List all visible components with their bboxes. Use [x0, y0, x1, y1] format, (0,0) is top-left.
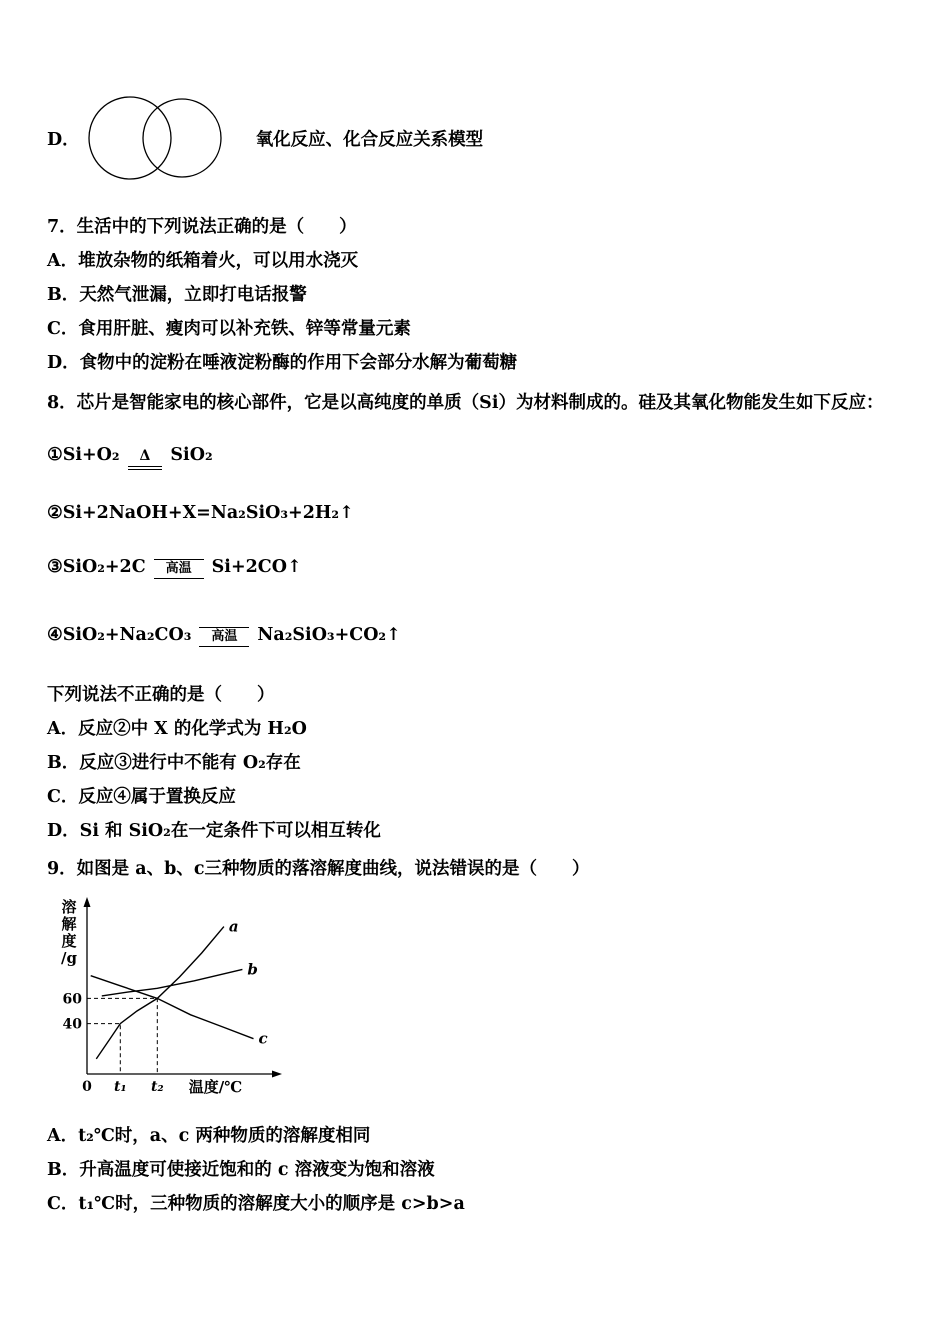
- question-7-option-c: C．食用肝脏、瘦肉可以补充铁、锌等常量元素: [47, 319, 411, 339]
- equation-4: [47, 620, 902, 650]
- question-7-stem: 7．生活中的下列说法正确的是（ ）: [47, 217, 357, 237]
- equation-4-right: Na₂SiO₃+CO₂↑: [257, 625, 401, 645]
- solubility-chart-wrap: [49, 894, 902, 1105]
- svg-text:t₂: t₂: [150, 1079, 164, 1095]
- venn-diagram: [86, 93, 246, 183]
- venn-left-circle: [89, 97, 171, 179]
- svg-text:40: 40: [62, 1016, 82, 1033]
- equation-4-condition: [199, 627, 249, 647]
- equation-3-condition: [154, 559, 204, 579]
- svg-text:60: 60: [62, 991, 82, 1008]
- equation-3-left: ③SiO₂+2C: [47, 557, 146, 577]
- question-9-option-a: A．t₂℃时，a、c 两种物质的溶解度相同: [47, 1126, 371, 1146]
- svg-text:解: 解: [61, 915, 77, 933]
- question-8-option-b: B．反应③进行中不能有 O₂存在: [47, 753, 301, 773]
- svg-text:b: b: [247, 960, 258, 979]
- question-8: [47, 386, 902, 848]
- option-d-label: D．: [47, 129, 80, 150]
- question-9-option-b: B．升高温度可使接近饱和的 c 溶液变为饱和溶液: [47, 1160, 435, 1180]
- option-d-venn-row: [47, 92, 902, 184]
- svg-text:温度/℃: 温度/℃: [188, 1078, 243, 1096]
- equation-2: ②Si+2NaOH+X=Na₂SiO₃+2H₂↑: [47, 503, 354, 523]
- svg-text:度: 度: [61, 932, 77, 950]
- equation-1-left: ①Si+O₂: [47, 445, 120, 465]
- equation-3: [47, 552, 902, 582]
- question-9-stem: 9．如图是 a、b、c三种物质的落溶解度曲线，说法错误的是（ ）: [47, 859, 590, 879]
- question-7-option-b: B．天然气泄漏，立即打电话报警: [47, 285, 307, 305]
- equation-1-right: SiO₂: [170, 445, 213, 465]
- equation-4-left: ④SiO₂+Na₂CO₃: [47, 625, 192, 645]
- equation-3-condition-label: 高温: [154, 559, 204, 579]
- svg-text:0: 0: [82, 1079, 92, 1095]
- question-8-option-c: C．反应④属于置换反应: [47, 787, 236, 807]
- question-8-option-d: D．Si 和 SiO₂在一定条件下可以相互转化: [47, 821, 381, 841]
- svg-text:t₁: t₁: [113, 1079, 127, 1095]
- equation-1-condition: [128, 448, 163, 470]
- venn-caption: 氧化反应、化合反应关系模型: [255, 129, 484, 150]
- svg-text:/g: /g: [61, 949, 77, 967]
- equation-4-condition-label: 高温: [199, 627, 249, 647]
- question-7: [47, 210, 902, 380]
- svg-text:a: a: [228, 917, 239, 936]
- question-7-option-d: D．食物中的淀粉在唾液淀粉酶的作用下会部分水解为葡萄糖: [47, 353, 518, 373]
- question-9: [47, 852, 902, 1221]
- question-9-option-c: C．t₁℃时，三种物质的溶解度大小的顺序是 c>b>a: [47, 1194, 465, 1214]
- solubility-chart: [49, 894, 299, 1100]
- venn-right-circle: [143, 99, 221, 177]
- equation-1-condition-label: Δ: [128, 448, 163, 470]
- svg-text:溶: 溶: [61, 898, 77, 916]
- svg-text:c: c: [258, 1029, 268, 1048]
- question-8-stem: 8．芯片是智能家电的核心部件，它是以高纯度的单质（Si）为材料制成的。硅及其氧化物能发生如下反应：: [47, 393, 884, 413]
- equation-3-right: Si+2CO↑: [211, 557, 302, 577]
- question-7-option-a: A．堆放杂物的纸箱着火，可以用水浇灭: [47, 251, 359, 271]
- question-8-option-a: A．反应②中 X 的化学式为 H₂O: [47, 719, 307, 739]
- equation-1: [47, 440, 902, 470]
- question-8-question: 下列说法不正确的是（ ）: [47, 685, 275, 705]
